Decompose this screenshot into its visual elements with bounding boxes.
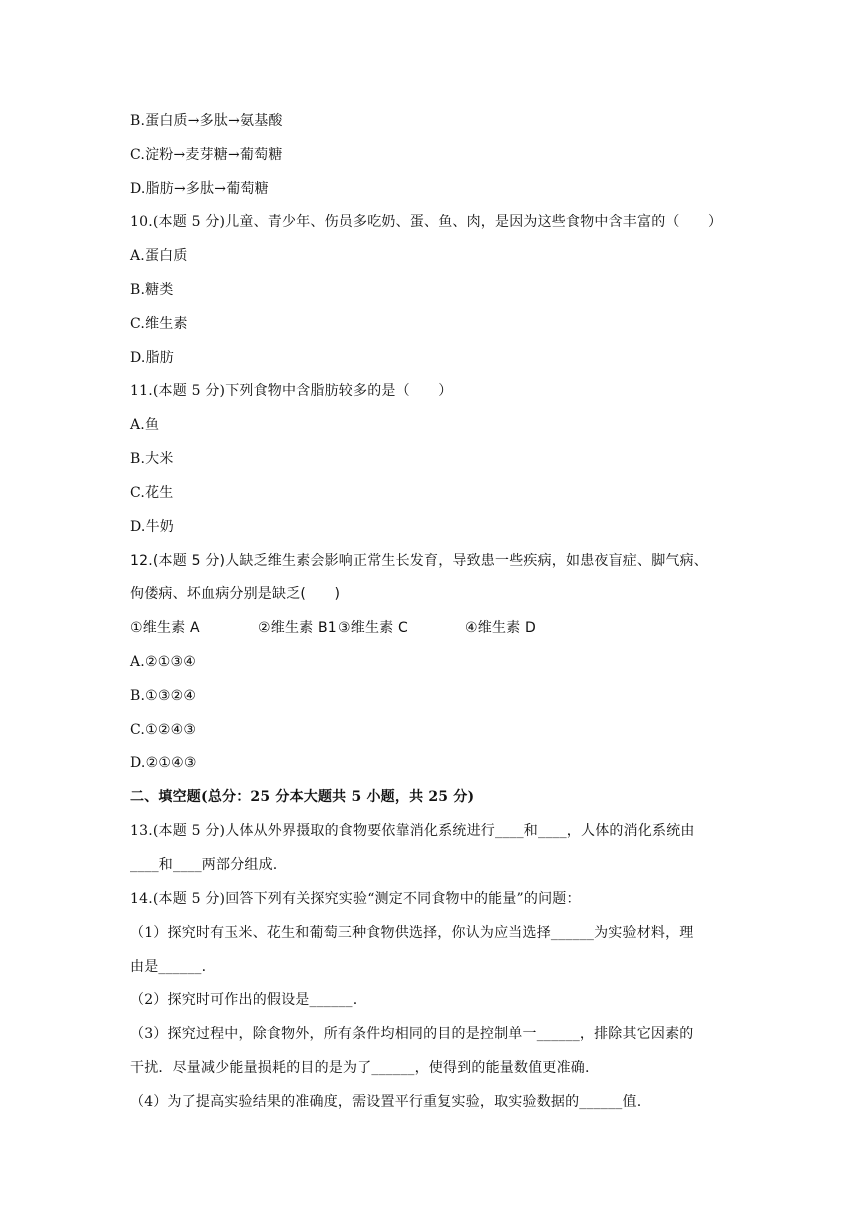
q10-option-a: A.蛋白质 (130, 248, 188, 264)
q14-part3-line2: 干扰．尽量减少能量损耗的目的是为了______，使得到的能量数值更准确. (130, 1060, 590, 1076)
q12-vitamin-4: ④维生素 D (465, 620, 536, 636)
q14-stem: 14.(本题 5 分)回答下列有关探究实验“测定不同食物中的能量”的问题： (130, 891, 581, 907)
q10-option-c: C.维生素 (130, 316, 188, 332)
q10-option-b: B.糖类 (130, 282, 174, 298)
q11-option-a: A.鱼 (130, 417, 160, 433)
q11-option-d: D.牛奶 (130, 519, 174, 535)
q9-option-d: D.脂肪→多肽→葡萄糖 (130, 181, 269, 197)
q12-stem-line2: 佝偻病、坏血病分别是缺乏( ) (130, 586, 341, 602)
q14-part1-line1: （1）探究时有玉米、花生和葡萄三种食物供选择，你认为应当选择______为实验材料，理 (130, 925, 694, 941)
q14-part2: （2）探究时可作出的假设是______. (130, 992, 358, 1008)
q9-option-b: B.蛋白质→多肽→氨基酸 (130, 113, 283, 129)
q12-option-b: B.①③②④ (130, 688, 197, 704)
q10-option-d: D.脂肪 (130, 350, 174, 366)
q14-part1-line2: 由是______. (130, 959, 207, 975)
q12-option-a: A.②①③④ (130, 654, 196, 670)
q12-stem-line1: 12.(本题 5 分)人缺乏维生素会影响正常生长发育，导致患一些疾病，如患夜盲症、脚气病、 (130, 553, 708, 569)
section-2-heading: 二、填空题(总分：25 分本大题共 5 小题，共 25 分) (130, 789, 475, 805)
q14-part3-line1: （3）探究过程中，除食物外，所有条件均相同的目的是控制单一______，排除其它因素的 (130, 1026, 694, 1042)
q12-vitamin-3: ③维生素 C (338, 620, 408, 636)
q14-part4: （4）为了提高实验结果的准确度，需设置平行重复实验，取实验数据的______值. (130, 1094, 642, 1110)
q13-line1: 13.(本题 5 分)人体从外界摄取的食物要依靠消化系统进行____和____，人体的消化系统由 (130, 823, 695, 839)
q12-option-c: C.①②④③ (130, 722, 197, 738)
q12-vitamin-2: ②维生素 B1 (258, 620, 337, 636)
q12-vitamin-1: ①维生素 A (130, 620, 200, 636)
q12-vitamin-list (130, 619, 570, 637)
q13-line2: ____和____两部分组成. (130, 857, 278, 873)
q11-option-c: C.花生 (130, 485, 174, 501)
q12-option-d: D.②①④③ (130, 755, 197, 771)
q11-option-b: B.大米 (130, 451, 174, 467)
q11-stem: 11.(本题 5 分)下列食物中含脂肪较多的是（ ） (130, 383, 453, 399)
q9-option-c: C.淀粉→麦芽糖→葡萄糖 (130, 147, 283, 163)
q10-stem: 10.(本题 5 分)儿童、青少年、伤员多吃奶、蛋、鱼、肉，是因为这些食物中含丰富的（ ） (130, 214, 723, 230)
